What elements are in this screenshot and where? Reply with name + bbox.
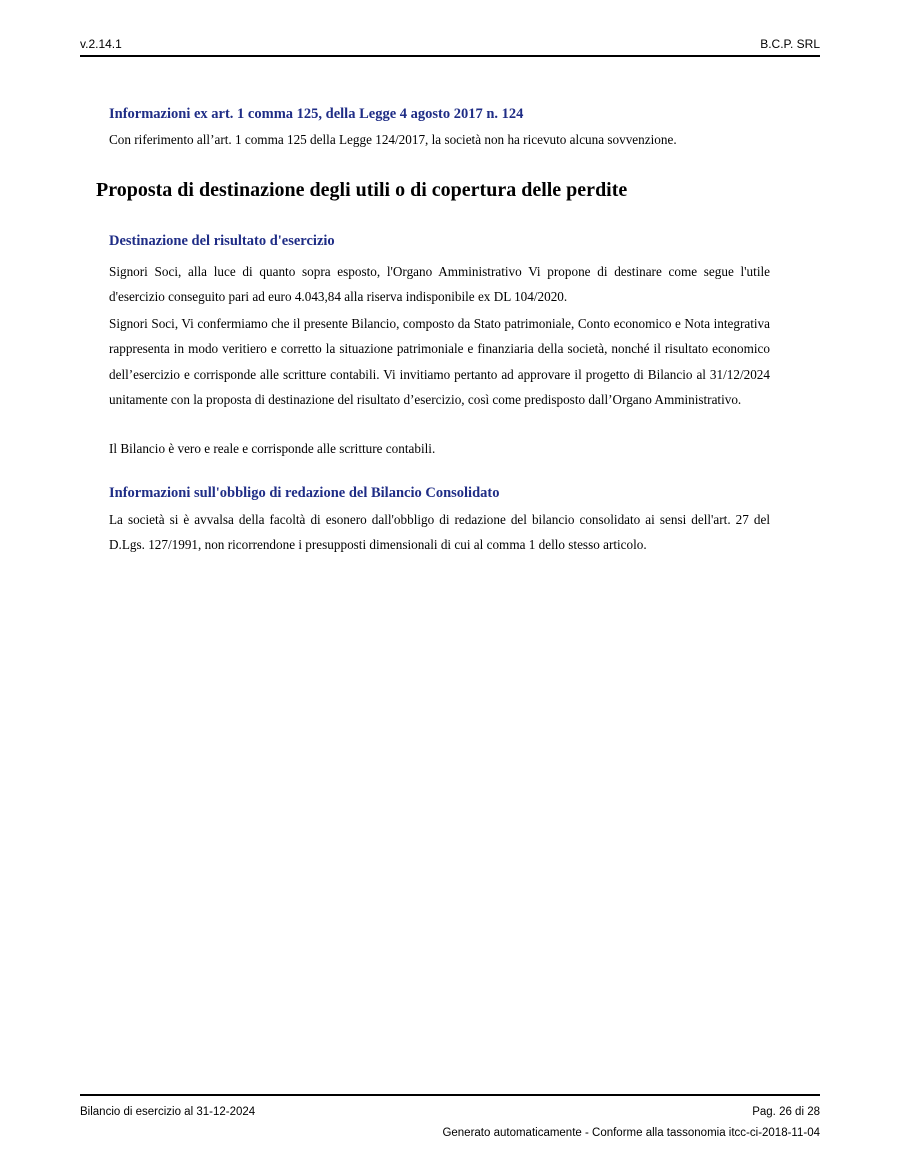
section-title-sovvenzioni: Informazioni ex art. 1 comma 125, della Legge 4 agosto 2017 n. 124 — [109, 106, 524, 122]
main-heading: Proposta di destinazione degli utili o di copertura delle perdite — [96, 179, 628, 201]
section-text-sovvenzioni: Con riferimento all’art. 1 comma 125 della Legge 124/2017, la società non ha ricevuto alcuna sovvenzione. — [109, 132, 677, 147]
footer-divider — [80, 1094, 820, 1096]
version-label: v.2.14.1 — [80, 37, 122, 51]
paragraph-conferma-bilancio: Signori Soci, Vi confermiamo che il presente Bilancio, composto da Stato patrimoniale, Conto economico e Nota integrativa rappresenta in modo veritiero e corretto la situazione patrimoniale e finanziaria della società, nonché il risultato economico dell’esercizio e corrisponde alle scritture contabili. Vi invitiamo pertanto ad approvare il progetto di Bilancio al 31/12/2024 unitamente con la proposta di destinazione del risultato d’esercizio, così come predisposto dall’Organo Amministrativo. — [109, 316, 770, 407]
paragraph-destinazione-utile: Signori Soci, alla luce di quanto sopra esposto, l'Organo Amministrativo Vi propone di destinare come segue l'utile d'esercizio conseguito pari ad euro 4.043,84 alla riserva indisponibile ex DL 104/2020. — [109, 264, 770, 305]
section-title-destinazione: Destinazione del risultato d'esercizio — [109, 233, 335, 249]
paragraph-consolidato: La società si è avvalsa della facoltà di esonero dall'obbligo di redazione del bilancio consolidato ai sensi dell'art. 27 del D.Lgs. 127/1991, non ricorrendone i presupposti dimensionali di cui al comma 1 dello stesso articolo. — [109, 512, 770, 553]
company-name: B.C.P. SRL — [760, 37, 820, 51]
footer-document-title: Bilancio di esercizio al 31-12-2024 — [80, 1106, 256, 1118]
page-header — [80, 37, 820, 57]
footer-generated-note: Generato automaticamente - Conforme alla tassonomia itcc-ci-2018-11-04 — [442, 1127, 820, 1139]
paragraph-bilancio-vero: Il Bilancio è vero e reale e corrisponde alle scritture contabili. — [109, 441, 436, 456]
page-number: Pag. 26 di 28 — [752, 1106, 820, 1118]
section-title-consolidato: Informazioni sull'obbligo di redazione del Bilancio Consolidato — [109, 485, 500, 501]
